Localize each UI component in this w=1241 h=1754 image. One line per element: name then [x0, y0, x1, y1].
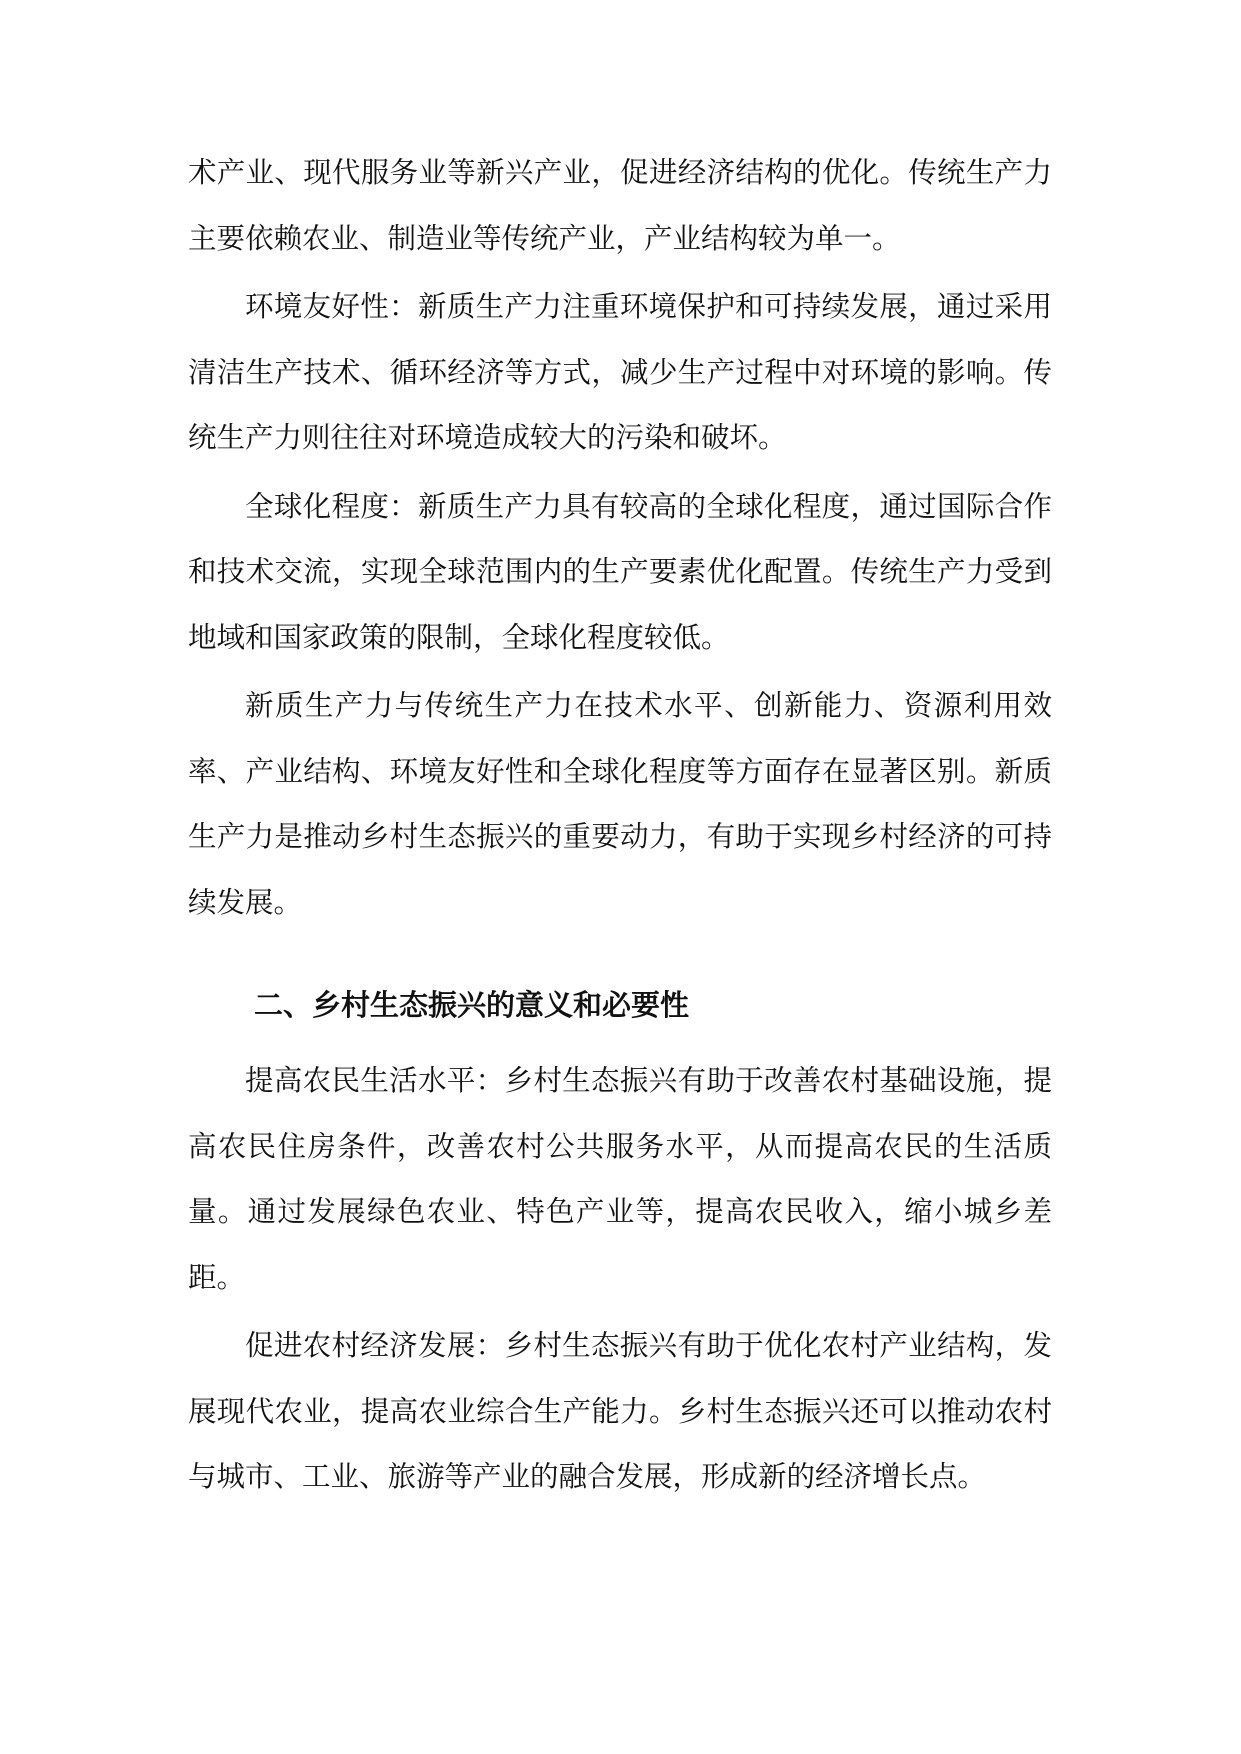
section-heading: 二、乡村生态振兴的意义和必要性	[254, 988, 690, 1022]
paragraph-globalization-degree: 全球化程度：新质生产力具有较高的全球化程度，通过国际合作和技术交流，实现全球范围内的生产要素优化配置。传统生产力受到地域和国家政策的限制，全球化程度较低。	[188, 489, 1052, 654]
paragraph-summary-comparison: 新质生产力与传统生产力在技术水平、创新能力、资源利用效率、产业结构、环境友好性和全球化程度等方面存在显著区别。新质生产力是推动乡村生态振兴的重要动力，有助于实现乡村经济的可持续发展。	[188, 689, 1052, 919]
document-body	[188, 140, 1052, 1513]
paragraph-environmental-friendliness: 环境友好性：新质生产力注重环境保护和可持续发展，通过采用清洁生产技术、循环经济等方式，减少生产过程中对环境的影响。传统生产力则往往对环境造成较大的污染和破坏。	[188, 290, 1052, 454]
paragraph-improve-living-standard: 提高农民生活水平：乡村生态振兴有助于改善农村基础设施，提高农民住房条件，改善农村公共服务水平，从而提高农民的生活质量。通过发展绿色农业、特色产业等，提高农民收入，缩小城乡差距。	[188, 1064, 1052, 1294]
paragraph-continued-industry-structure: 术产业、现代服务业等新兴产业，促进经济结构的优化。传统生产力主要依赖农业、制造业等传统产业，产业结构较为单一。	[188, 156, 1052, 255]
paragraph-promote-rural-economy: 促进农村经济发展：乡村生态振兴有助于优化农村产业结构，发展现代农业，提高农业综合生产能力。乡村生态振兴还可以推动农村与城市、工业、旅游等产业的融合发展，形成新的经济增长点。	[188, 1329, 1052, 1493]
